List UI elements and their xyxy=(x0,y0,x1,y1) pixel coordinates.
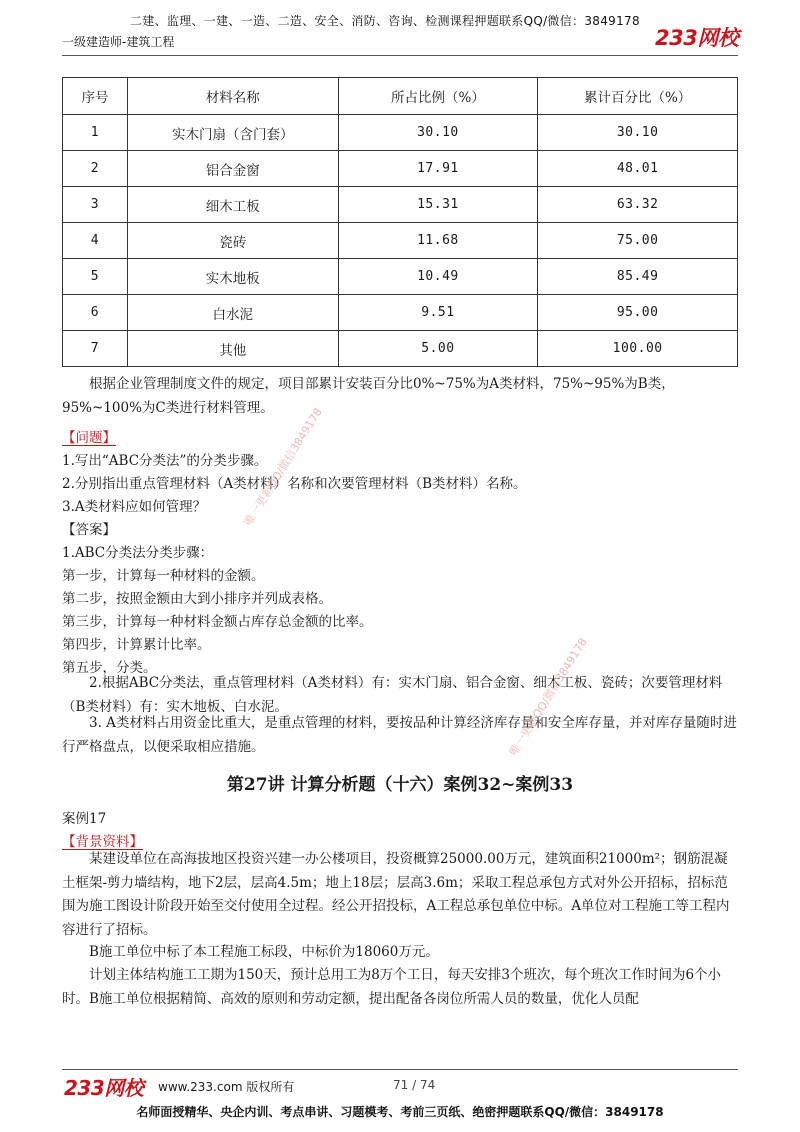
table-cell: 10.49 xyxy=(338,259,538,295)
question-item: 3.A类材料应如何管理？ xyxy=(62,499,207,515)
paragraph-text: B施工单位中标了本工程施工标段，中标价为18060万元。 xyxy=(89,944,439,960)
table-row xyxy=(63,187,738,223)
table-row xyxy=(63,151,738,187)
case-paragraph-1 xyxy=(62,848,738,942)
paragraph-text: 根据企业管理制度文件的规定，项目部累计安装百分比0%~75%为A类材料，75%~95%为B类，95%~100%为C类进行材料管理。 xyxy=(62,376,675,416)
footer-contact-text: 名师面授精华、央企内训、考点串讲、习题模考、考前三页纸、绝密押题联系QQ/微信：3849178 xyxy=(136,1105,664,1119)
answer-step: 第四步，计算累计比率。 xyxy=(62,637,211,653)
table-cell: 白水泥 xyxy=(127,295,338,331)
question-item: 1.写出“ABC分类法”的分类步骤。 xyxy=(62,453,268,469)
answer-steps-title: 1.ABC分类法分类步骤： xyxy=(62,545,214,561)
table-cell: 实木门扇（含门套） xyxy=(127,115,338,151)
column-header: 累计百分比（%） xyxy=(538,78,738,115)
case-label: 案例17 xyxy=(62,811,107,827)
table-row xyxy=(63,295,738,331)
table-cell: 瓷砖 xyxy=(127,223,338,259)
paragraph-text: 计划主体结构施工工期为150天，预计总用工为8万个工日，每天安排3个班次，每个班次工作时间为6个小时。B施工单位根据精简、高效的原则和劳动定额，提出配备各岗位所需人员的数量，优化人员配 xyxy=(62,967,722,1007)
table-cell: 17.91 xyxy=(338,151,538,187)
questions-label xyxy=(62,426,742,446)
table-cell: 3 xyxy=(63,187,128,223)
table-cell: 4 xyxy=(63,223,128,259)
footer-url: www.233.com 版权所有 xyxy=(158,1080,295,1094)
header-contact-text: 二建、监理、一建、一造、二造、安全、消防、咨询、检测课程押题联系QQ/微信：3849178 xyxy=(130,14,640,28)
paragraph-text: 某建设单位在高海拔地区投资兴建一办公楼项目，投资概算25000.00万元，建筑面积21000m²；钢筋混凝土框架-剪力墙结构，地下2层，层高4.5m；地上18层；层高3.6m；采取工程总承包方式对外公开招标，招标范围为施工图设计阶段开始至交付使用全过程。经公开招投标，A工程总承包单位中标。A单位对工程施工等工程内容进行了招标。 xyxy=(62,851,730,938)
table-cell: 48.01 xyxy=(538,151,738,187)
table-row xyxy=(63,331,738,367)
watermark-text: 唯一更新QQ/微信3849178 xyxy=(241,405,325,528)
table-cell: 100.00 xyxy=(538,331,738,367)
question-item: 2.分别指出重点管理材料（A类材料）名称和次要管理材料（B类材料）名称。 xyxy=(62,476,527,492)
header-subtitle: 一级建造师-建筑工程 xyxy=(62,35,175,49)
table-cell: 5.00 xyxy=(338,331,538,367)
table-cell: 铝合金窗 xyxy=(127,151,338,187)
table-row xyxy=(63,259,738,295)
footer-logo: 233网校 xyxy=(64,1076,144,1100)
table-cell: 7 xyxy=(63,331,128,367)
section-title: 第27讲 计算分析题（十六）案例32~案例33 xyxy=(226,775,574,795)
table-header-row xyxy=(63,78,738,115)
table-cell: 细木工板 xyxy=(127,187,338,223)
answer-step: 第一步，计算每一种材料的金额。 xyxy=(62,568,265,584)
table-cell: 63.32 xyxy=(538,187,738,223)
table-cell: 75.00 xyxy=(538,223,738,259)
table-cell: 9.51 xyxy=(338,295,538,331)
questions-tag: 【问题】 xyxy=(62,430,116,446)
table-cell: 85.49 xyxy=(538,259,738,295)
table-cell: 15.31 xyxy=(338,187,538,223)
table-row xyxy=(63,223,738,259)
table-cell: 30.10 xyxy=(538,115,738,151)
table-cell: 实木地板 xyxy=(127,259,338,295)
footer-divider xyxy=(62,1069,738,1070)
paragraph-text: 2.根据ABC分类法，重点管理材料（A类材料）有：实木门扇、铝合金窗、细木工板、瓷砖；次要管理材料（B类材料）有：实木地板、白水泥。 xyxy=(62,675,723,715)
table-cell: 5 xyxy=(63,259,128,295)
table-cell: 30.10 xyxy=(338,115,538,151)
background-label xyxy=(62,830,742,850)
paragraph-text: 3. A类材料占用资金比重大，是重点管理的材料，要按品种计算经济库存量和安全库存量，并对库存量随时进行严格盘点，以便采取相应措施。 xyxy=(62,715,737,755)
table-row xyxy=(63,115,738,151)
watermark-text: 唯一更新QQ/微信3849178 xyxy=(506,635,590,758)
column-header: 序号 xyxy=(63,78,128,115)
table-cell: 11.68 xyxy=(338,223,538,259)
header-divider xyxy=(62,55,738,56)
materials-table xyxy=(62,77,738,367)
column-header: 所占比例（%） xyxy=(338,78,538,115)
table-cell: 95.00 xyxy=(538,295,738,331)
table-cell: 6 xyxy=(63,295,128,331)
brand-logo: 233网校 xyxy=(655,26,739,50)
page-number: 71 / 74 xyxy=(393,1078,436,1092)
answer-step: 第二步，按照金额由大到小排序并列成表格。 xyxy=(62,591,332,607)
case-paragraph-3 xyxy=(62,964,738,1011)
background-tag: 【背景资料】 xyxy=(62,834,143,850)
answers-label: 【答案】 xyxy=(62,522,116,538)
case-paragraph-2 xyxy=(62,941,738,965)
answer-step: 第三步，计算每一种材料金额占库存总金额的比率。 xyxy=(62,614,373,630)
table-cell: 2 xyxy=(63,151,128,187)
answer-step: 第五步，分类。 xyxy=(62,660,157,676)
table-cell: 其他 xyxy=(127,331,338,367)
table-cell: 1 xyxy=(63,115,128,151)
intro-paragraph xyxy=(62,373,738,420)
column-header: 材料名称 xyxy=(127,78,338,115)
answer-3 xyxy=(62,712,738,759)
